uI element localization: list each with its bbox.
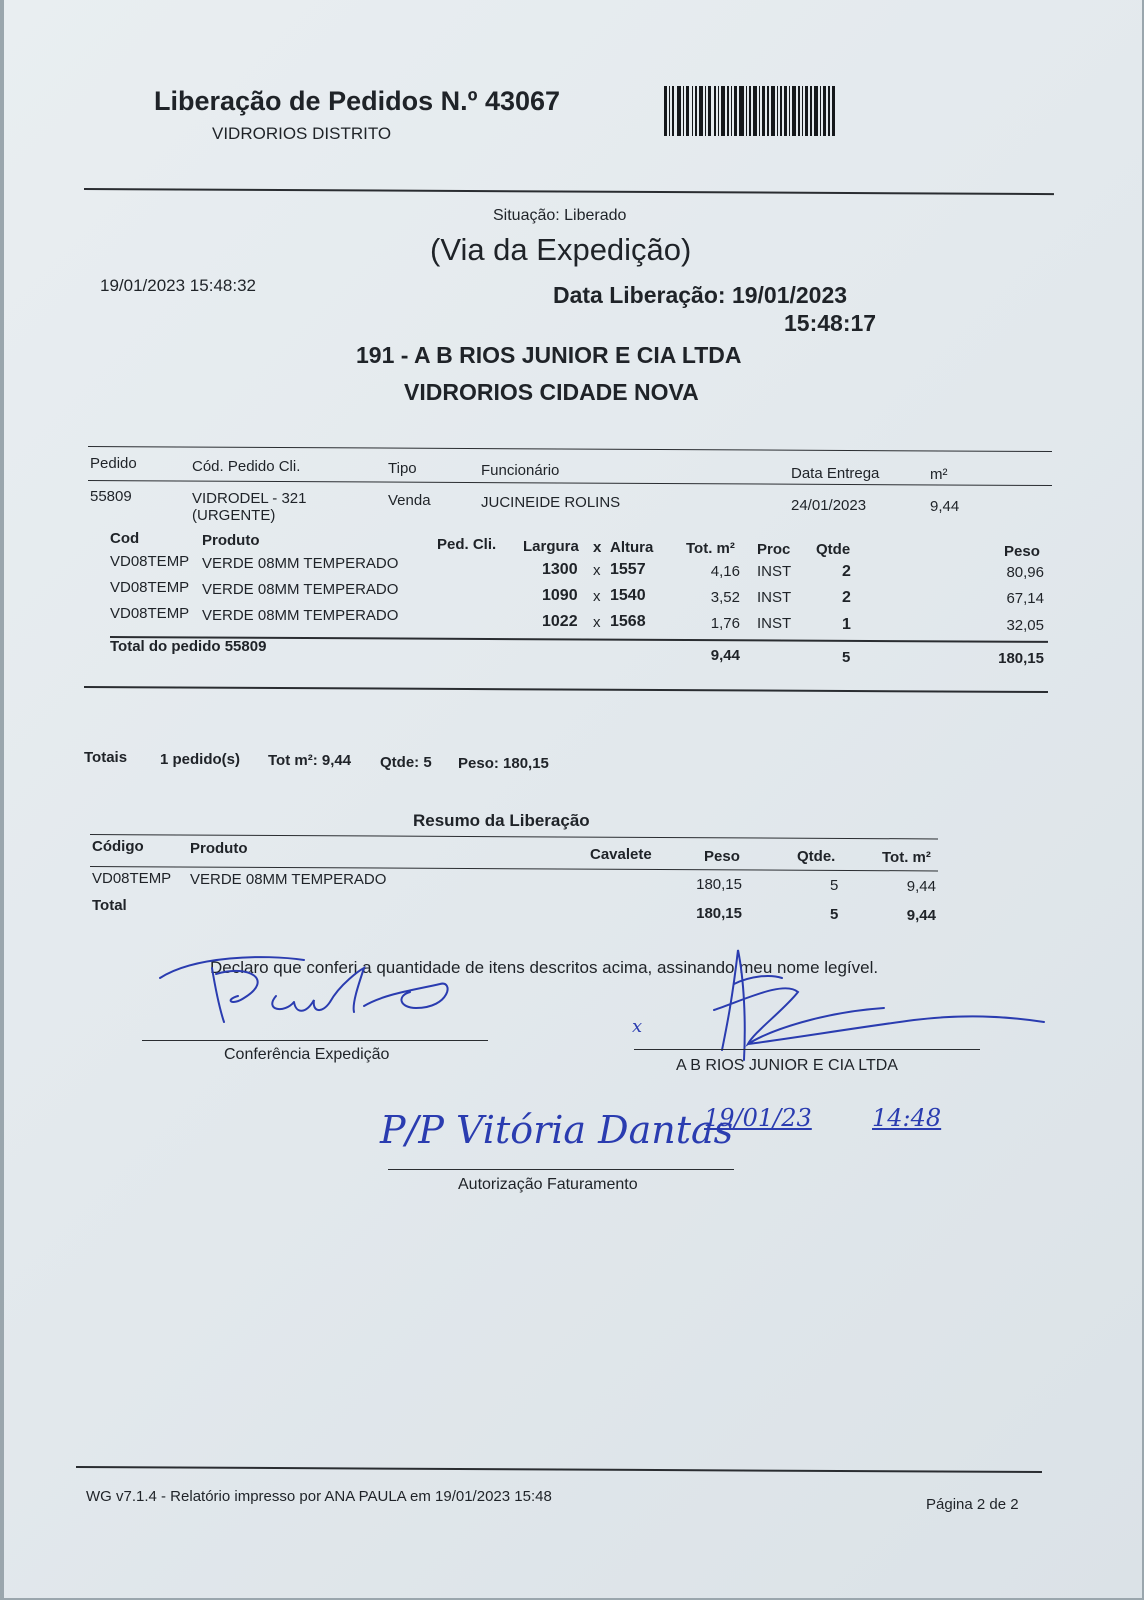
col-data-entrega: Data Entrega xyxy=(791,465,880,482)
col-cod-pedido-cli: Cód. Pedido Cli. xyxy=(192,458,301,475)
release-status: Situação: Liberado xyxy=(493,207,627,224)
item-largura: 1300 xyxy=(542,561,578,578)
item-produto: VERDE 08MM TEMPERADO xyxy=(202,607,399,624)
item-altura: 1557 xyxy=(610,561,646,578)
order-total-peso: 180,15 xyxy=(998,650,1044,667)
totals-m2: Tot m²: 9,44 xyxy=(268,752,352,769)
order-type: Venda xyxy=(388,492,431,509)
release-time: 15:48:17 xyxy=(784,310,877,336)
client-name: 191 - A B RIOS JUNIOR E CIA LTDA xyxy=(356,342,742,368)
summary-col-peso: Peso xyxy=(704,848,740,865)
item-altura: 1540 xyxy=(610,587,646,604)
item-produto: VERDE 08MM TEMPERADO xyxy=(202,555,399,572)
order-priority: (URGENTE) xyxy=(192,507,276,524)
item-cod: VD08TEMP xyxy=(110,553,190,570)
handwritten-date: 19/01/23 xyxy=(704,1104,812,1132)
item-largura: 1022 xyxy=(542,613,578,630)
item-proc: INST xyxy=(757,615,792,632)
order-client-code: VIDRODEL - 321 xyxy=(192,490,307,507)
item-col-largura: Largura xyxy=(523,538,579,555)
order-total-label: Total do pedido 55809 xyxy=(110,638,267,655)
document-title: Liberação de Pedidos N.º 43067 xyxy=(154,86,561,116)
summary-tot-m2: 9,44 xyxy=(906,878,936,895)
client-store: VIDRORIOS CIDADE NOVA xyxy=(404,379,699,405)
summary-codigo: VD08TEMP xyxy=(92,870,172,887)
authorization-handwriting: P/P Vitória Dantas xyxy=(380,1108,734,1152)
item-peso: 32,05 xyxy=(1006,617,1044,634)
footer-report: WG v7.1.4 - Relatório impresso por ANA PAULA em 19/01/2023 15:48 xyxy=(86,1488,552,1505)
summary-col-qtde: Qtde. xyxy=(797,848,836,865)
item-tot-m2: 3,52 xyxy=(710,589,740,606)
item-col-produto: Produto xyxy=(202,532,260,549)
summary-peso: 180,15 xyxy=(696,876,742,893)
item-tot-m2: 1,76 xyxy=(710,615,740,632)
order-total-m2: 9,44 xyxy=(710,647,740,664)
col-tipo: Tipo xyxy=(388,460,417,477)
item-col-x: x xyxy=(593,539,602,556)
item-altura: 1568 xyxy=(610,613,646,630)
item-qtde: 1 xyxy=(842,616,851,633)
signature-label-expedicao: Conferência Expedição xyxy=(224,1046,390,1063)
item-proc: INST xyxy=(757,563,792,580)
signature-label-faturamento: Autorização Faturamento xyxy=(458,1176,638,1193)
conference-signature xyxy=(154,950,474,1045)
release-date: Data Liberação: 19/01/2023 xyxy=(553,282,848,308)
item-qtde: 2 xyxy=(842,563,851,580)
item-col-cod: Cod xyxy=(110,530,140,547)
item-col-ped-cli: Ped. Cli. xyxy=(437,536,497,553)
item-col-altura: Altura xyxy=(610,539,654,556)
item-x: x xyxy=(593,562,601,579)
item-qtde: 2 xyxy=(842,589,851,606)
summary-title: Resumo da Liberação xyxy=(413,811,590,830)
summary-col-cavalete: Cavalete xyxy=(590,846,652,863)
summary-col-codigo: Código xyxy=(92,838,144,855)
item-col-qtde: Qtde xyxy=(816,541,851,558)
signature-mark: x xyxy=(632,1016,643,1037)
summary-produto: VERDE 08MM TEMPERADO xyxy=(190,871,387,888)
company-name: VIDRORIOS DISTRITO xyxy=(212,124,392,143)
summary-qtde: 5 xyxy=(830,877,839,894)
totals-qtde: Qtde: 5 xyxy=(380,754,432,771)
summary-total-tot-m2: 9,44 xyxy=(906,907,936,924)
handwritten-time: 14:48 xyxy=(872,1104,942,1132)
totals-orders: 1 pedido(s) xyxy=(160,751,241,768)
item-proc: INST xyxy=(757,589,792,606)
item-col-proc: Proc xyxy=(757,541,791,558)
item-cod: VD08TEMP xyxy=(110,605,190,622)
item-cod: VD08TEMP xyxy=(110,579,190,596)
item-largura: 1090 xyxy=(542,587,578,604)
summary-col-produto: Produto xyxy=(190,840,248,857)
item-x: x xyxy=(593,614,601,631)
col-m2: m² xyxy=(930,466,948,483)
barcode xyxy=(664,86,836,138)
summary-col-tot-m2: Tot. m² xyxy=(882,849,931,866)
document-page xyxy=(4,0,1142,1598)
item-tot-m2: 4,16 xyxy=(710,563,740,580)
summary-total-qtde: 5 xyxy=(830,906,839,923)
item-produto: VERDE 08MM TEMPERADO xyxy=(202,581,399,598)
item-col-tot-m2: Tot. m² xyxy=(686,540,735,557)
order-delivery-date: 24/01/2023 xyxy=(791,497,867,514)
page-number: Página 2 de 2 xyxy=(926,1496,1019,1513)
col-funcionario: Funcionário xyxy=(481,462,560,479)
order-m2: 9,44 xyxy=(930,498,960,515)
order-number: 55809 xyxy=(90,488,132,505)
totals-label: Totais xyxy=(84,749,128,766)
printed-timestamp: 19/01/2023 15:48:32 xyxy=(100,276,256,295)
summary-total-label: Total xyxy=(92,897,127,914)
col-pedido: Pedido xyxy=(90,455,137,472)
signature-label-company: A B RIOS JUNIOR E CIA LTDA xyxy=(676,1057,898,1074)
item-x: x xyxy=(593,588,601,605)
item-col-peso: Peso xyxy=(1004,543,1040,560)
item-peso: 80,96 xyxy=(1006,564,1044,581)
summary-total-peso: 180,15 xyxy=(696,905,742,922)
order-employee: JUCINEIDE ROLINS xyxy=(481,494,621,511)
company-signature xyxy=(674,940,1054,1070)
totals-weight: Peso: 180,15 xyxy=(458,755,549,772)
copy-type: (Via da Expedição) xyxy=(430,232,692,267)
order-total-qtde: 5 xyxy=(842,649,851,666)
declaration-text: Declaro que conferi a quantidade de itens descritos acima, assinando meu nome legível. xyxy=(210,958,879,977)
item-peso: 67,14 xyxy=(1006,590,1044,607)
